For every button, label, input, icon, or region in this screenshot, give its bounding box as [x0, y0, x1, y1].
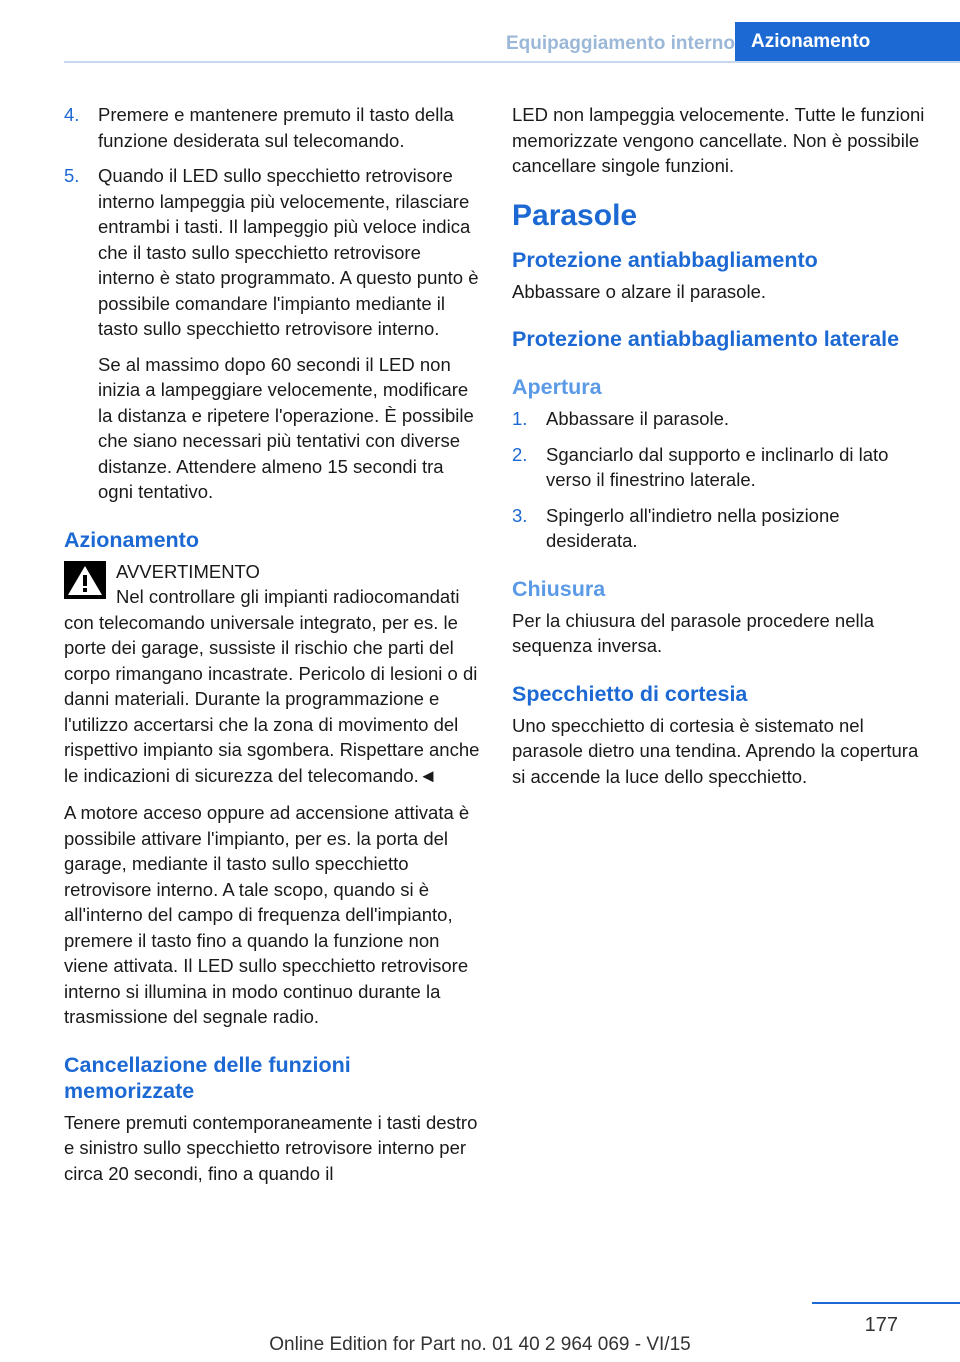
warning-text: Nel controllare gli impianti radiocomandati con telecomando universale integrato, per es. le porte dei garage, sussiste il rischio che parti del corpo rimangano incastrate. Pericolo di lesioni o di danni materiali. Durante la programmazione e l'utilizzo accertarsi che la zona di movimento del rispettivo impianto sia sgombera. Rispettare anche le indicazioni di sicurezza del telecomando.◄	[64, 586, 480, 786]
list-item	[512, 442, 928, 493]
list-text: Sganciarlo dal supporto e inclinarlo di lato verso il finestrino laterale.	[546, 443, 889, 490]
list-text: Quando il LED sullo specchietto retrovisore interno lampeggia più velocemente, rilasciare entrambi i tasti. Il lampeggio più veloce indica che il tasto sullo specchietto retrovisore interno è stato programmato. A questo punto è possibile comandare l'impianto mediante il tasto sullo specchietto retrovisore interno.	[98, 165, 479, 339]
warning-triangle-icon	[64, 561, 106, 599]
paragraph-continued: LED non lampeggia velocemente. Tutte le funzioni memorizzate vengono cancellate. Non è possibile cancellare singole funzioni.	[512, 104, 925, 176]
left-column	[64, 102, 482, 1198]
list-item	[512, 406, 928, 432]
list-text: Abbassare il parasole.	[546, 408, 730, 429]
paragraph-protezione: Abbassare o alzare il parasole.	[512, 280, 767, 302]
paragraph-cancellazione: Tenere premuti contemporaneamente i tasti destro e sinistro sullo specchietto retrovisore interno per circa 20 secondi, fino a quando il	[64, 1111, 478, 1184]
footer-rule	[812, 1302, 960, 1304]
list-text-extra: Se al massimo dopo 60 secondi il LED non inizia a lampeggiare velocemente, modificare la distanza e ripetere l'operazione. È possibile che siano necessari più tentativi con diverse distanze. Attendere almeno 15 secondi tra ogni tentativo.	[98, 353, 474, 502]
list-number: 3.	[512, 504, 528, 526]
heading-apertura: Apertura	[512, 375, 602, 399]
list-number: 5.	[64, 165, 80, 186]
warning-block	[64, 559, 482, 789]
list-item	[64, 102, 482, 153]
paragraph-specchietto: Uno specchietto di cortesia è sistemato nel parasole dietro una tendina. Aprendo la copertura si accende la luce dello specchietto.	[512, 714, 919, 787]
heading-parasole: Parasole	[512, 198, 638, 232]
right-column	[512, 102, 928, 801]
warning-title: AVVERTIMENTO	[116, 560, 260, 582]
list-number: 4.	[64, 104, 80, 125]
list-text: Premere e mantenere premuto il tasto della funzione desiderata sul telecomando.	[98, 104, 454, 151]
list-item	[512, 503, 928, 554]
list-number: 1.	[512, 408, 528, 429]
list-text: Spingerlo all'indietro nella posizione desiderata.	[546, 504, 840, 551]
list-item	[64, 163, 482, 505]
paragraph-chiusura: Per la chiusura del parasole procedere nella sequenza inversa.	[512, 609, 874, 656]
heading-specchietto: Specchietto di cortesia	[512, 681, 748, 706]
paragraph-motore: A motore acceso oppure ad accensione attivata è possibile attivare l'impianto, per es. la porta del garage, mediante il tasto sullo specchietto retrovisore interno. A tale scopo, quando si è all'interno del campo di frequenza dell'impianto, premere il tasto fino a quando la funzione non viene attivata. Il LED sullo specchietto retrovisore interno si illumina in modo continuo durante la trasmissione del segnale radio.	[64, 802, 470, 1027]
heading-azionamento: Azionamento	[64, 527, 199, 552]
list-number: 2.	[512, 443, 528, 465]
edition-footer: Online Edition for Part no. 01 40 2 964 069 - VI/15	[269, 1334, 691, 1355]
header-chapter-tab: Azionamento	[735, 22, 960, 62]
header-section-title: Equipaggiamento interno	[505, 33, 735, 54]
heading-cancellazione: Cancellazione delle funzioni memorizzate	[64, 1052, 351, 1103]
heading-chiusura: Chiusura	[512, 576, 606, 601]
page-number: 177	[864, 1314, 898, 1336]
heading-protezione: Protezione antiabbagliamento	[512, 247, 818, 272]
header-rule	[64, 61, 960, 63]
page-header	[0, 22, 960, 62]
heading-laterale: Protezione antiabbagliamento laterale	[512, 327, 900, 351]
